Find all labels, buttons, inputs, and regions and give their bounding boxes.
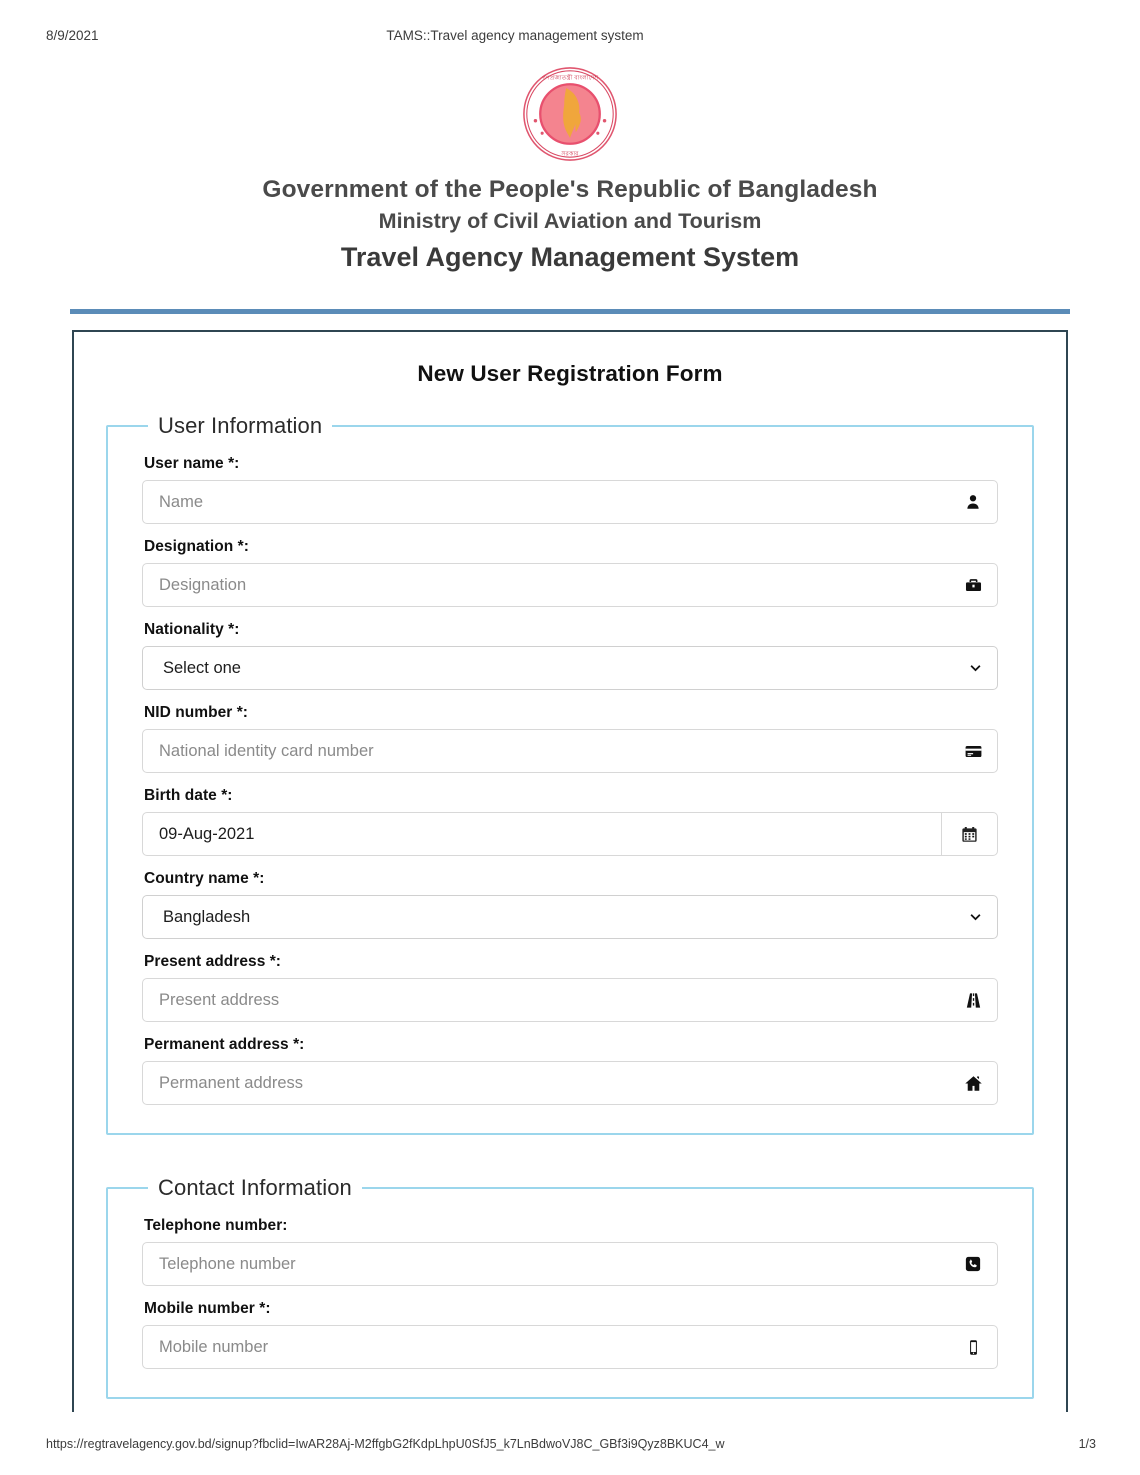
phone-square-icon xyxy=(963,1254,983,1274)
select-nationality[interactable] xyxy=(142,646,998,690)
section-user-information xyxy=(106,413,1034,1135)
field-nid-number xyxy=(142,704,998,773)
label-nid-number: NID number *: xyxy=(144,704,248,721)
field-user-name xyxy=(142,455,998,524)
input-designation[interactable] xyxy=(142,563,998,607)
user-icon xyxy=(963,492,983,512)
control-user-name xyxy=(142,480,998,524)
field-birth-date xyxy=(142,787,998,856)
input-mobile-number-placeholder: Mobile number xyxy=(159,1337,269,1356)
control-telephone-number xyxy=(142,1242,998,1286)
registration-form-card xyxy=(72,330,1068,1451)
label-country-name: Country name *: xyxy=(144,870,265,887)
label-designation: Designation *: xyxy=(144,538,249,555)
input-mobile-number[interactable] xyxy=(142,1325,998,1369)
print-date: 8/9/2021 xyxy=(46,27,99,43)
control-mobile-number xyxy=(142,1325,998,1369)
label-nationality: Nationality *: xyxy=(144,621,240,638)
input-telephone-number-placeholder: Telephone number xyxy=(159,1254,296,1273)
input-permanent-address[interactable] xyxy=(142,1061,998,1105)
ministry-title: Ministry of Civil Aviation and Tourism xyxy=(378,208,762,233)
svg-text:গণপ্রজাতন্ত্রী বাংলাদেশ: গণপ্রজাতন্ত্রী বাংলাদেশ xyxy=(541,74,599,82)
control-country-name xyxy=(142,895,998,939)
select-country-name-value: Bangladesh xyxy=(163,907,251,926)
header-divider-rule xyxy=(70,309,1070,314)
print-header xyxy=(0,26,1140,44)
print-footer xyxy=(0,1437,1140,1455)
field-designation xyxy=(142,538,998,607)
input-nid-number-placeholder: National identity card number xyxy=(159,741,374,760)
control-nationality xyxy=(142,646,998,690)
section-legend-contact-information: Contact Information xyxy=(158,1175,352,1200)
system-title: Travel Agency Management System xyxy=(340,242,800,273)
label-permanent-address: Permanent address *: xyxy=(144,1036,305,1053)
input-permanent-address-placeholder: Permanent address xyxy=(159,1073,303,1092)
control-permanent-address xyxy=(142,1061,998,1105)
input-nid-number[interactable] xyxy=(142,729,998,773)
chevron-down-icon xyxy=(967,660,983,676)
section-legend-user-information: User Information xyxy=(158,413,323,438)
field-mobile-number xyxy=(142,1300,998,1369)
road-icon xyxy=(963,990,983,1010)
government-title: Government of the People's Republic of Bangladesh xyxy=(262,176,878,203)
chevron-down-icon xyxy=(967,909,983,925)
input-present-address-placeholder: Present address xyxy=(159,990,280,1009)
input-user-name-placeholder: Name xyxy=(159,492,204,511)
control-birth-date xyxy=(142,812,998,856)
field-country-name xyxy=(142,870,998,939)
section-contact-information xyxy=(106,1175,1034,1399)
select-country-name[interactable] xyxy=(142,895,998,939)
label-user-name: User name *: xyxy=(144,455,240,472)
calendar-icon xyxy=(960,825,979,844)
print-page-title: TAMS::Travel agency management system xyxy=(386,27,644,43)
label-birth-date: Birth date *: xyxy=(144,787,233,804)
field-nationality xyxy=(142,621,998,690)
home-icon xyxy=(963,1073,983,1093)
document-titles xyxy=(0,174,1140,277)
form-title: New User Registration Form xyxy=(417,361,723,386)
briefcase-icon xyxy=(963,575,983,595)
input-birth-date-value: 09-Aug-2021 xyxy=(159,824,255,843)
calendar-picker-button[interactable] xyxy=(942,812,998,856)
label-mobile-number: Mobile number *: xyxy=(144,1300,271,1317)
id-card-icon xyxy=(963,741,983,761)
print-footer-url: https://regtravelagency.gov.bd/signup?fbclid=IwAR28Aj-M2ffgbG2fKdpLhpU0SfJ5_k7LnBdwoVJ8C_GBf3i9Qyz8BKUC4_w xyxy=(46,1437,725,1451)
svg-text:সরকার: সরকার xyxy=(561,150,579,158)
field-permanent-address xyxy=(142,1036,998,1105)
input-telephone-number[interactable] xyxy=(142,1242,998,1286)
input-user-name[interactable] xyxy=(142,480,998,524)
emblem-container xyxy=(0,66,1140,162)
bangladesh-government-seal-icon xyxy=(522,66,618,162)
label-present-address: Present address *: xyxy=(144,953,282,970)
input-birth-date[interactable] xyxy=(142,812,942,856)
field-telephone-number xyxy=(142,1217,998,1286)
label-telephone-number: Telephone number: xyxy=(144,1217,288,1234)
control-designation xyxy=(142,563,998,607)
mobile-icon xyxy=(963,1337,983,1357)
control-present-address xyxy=(142,978,998,1022)
input-designation-placeholder: Designation xyxy=(159,575,247,594)
input-present-address[interactable] xyxy=(142,978,998,1022)
control-nid-number xyxy=(142,729,998,773)
select-nationality-value: Select one xyxy=(163,658,241,677)
field-present-address xyxy=(142,953,998,1022)
print-footer-page: 1/3 xyxy=(1078,1437,1096,1451)
